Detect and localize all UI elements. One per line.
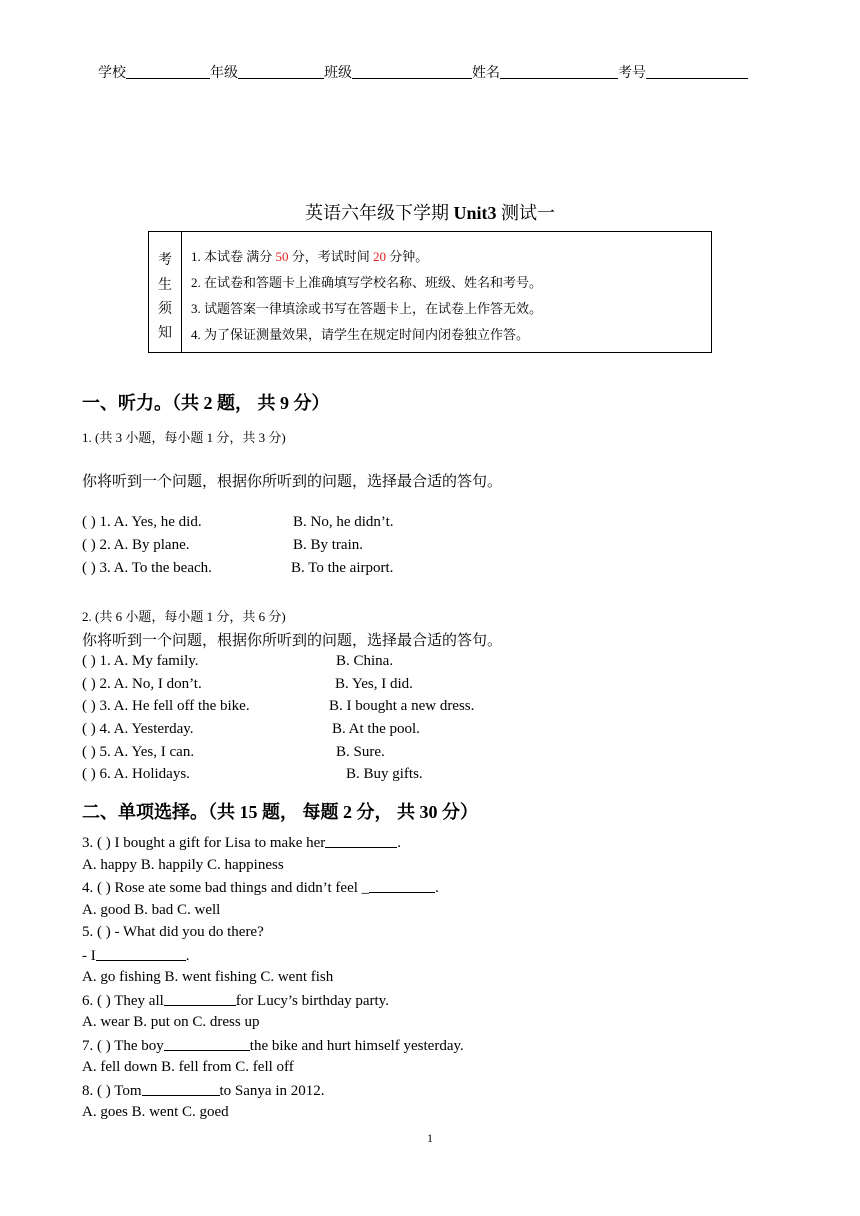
list-item: ( ) 3. A. He fell off the bike. B. I bought a new dress. <box>82 698 475 714</box>
list-item: ( ) 5. A. Yes, I can. B. Sure. <box>82 744 385 760</box>
school-label: 学校 <box>98 66 126 81</box>
page-number: 1 <box>427 1131 433 1145</box>
q2-instruction: 你将听到一个问题，根据你所听到的问题，选择最合适的答句。 <box>82 633 503 649</box>
title-suffix: 测试一 <box>501 203 555 223</box>
title-main: 六年级下学期 <box>340 203 449 223</box>
grade-label: 年级 <box>210 66 238 81</box>
exam-no-label: 考号 <box>618 66 646 81</box>
list-item: ( ) 2. A. By plane. B. By train. <box>82 537 363 553</box>
answer-blank[interactable] <box>369 879 435 893</box>
title-prefix: 英语 <box>304 203 341 223</box>
answer-blank[interactable] <box>325 834 397 848</box>
list-item: ( ) 1. A. My family. B. China. <box>82 653 394 669</box>
question-6-options: A. wear B. put on C. dress up <box>82 1014 260 1030</box>
grade-blank[interactable] <box>238 64 324 79</box>
notice-line-1: 1. 本试卷 满分 50 分，考试时间 20 分钟。 <box>191 249 429 264</box>
list-item: ( ) 1. A. Yes, he did. B. No, he didn’t. <box>82 514 394 530</box>
question-4-stem: 4. ( ) Rose ate some bad things and didn’t feel _ . <box>82 880 439 896</box>
q1-instruction: 你将听到一个问题，根据你所听到的问题，选择最合适的答句。 <box>82 474 503 490</box>
list-item: ( ) 3. A. To the beach. B. To the airport. <box>82 560 394 576</box>
student-info-line <box>98 62 748 82</box>
question-4-options: A. good B. bad C. well <box>82 902 221 918</box>
list-item: ( ) 4. A. Yesterday. B. At the pool. <box>82 721 420 737</box>
question-3-options: A. happy B. happily C. happiness <box>82 857 284 873</box>
question-5-stem: 5. ( ) - What did you do there? <box>82 924 264 940</box>
class-label: 班级 <box>324 66 352 81</box>
question-6-stem: 6. ( ) They all for Lucy’s birthday party. <box>82 993 389 1009</box>
notice-line-2: 2. 在试卷和答题卡上准确填写学校名称、班级、姓名和考号。 <box>191 275 543 290</box>
name-blank[interactable] <box>500 64 618 79</box>
question-5-answer-line: - I . <box>82 948 190 964</box>
question-3-stem: 3. ( ) I bought a gift for Lisa to make her . <box>82 835 402 851</box>
question-7-options: A. fell down B. fell from C. fell off <box>82 1059 294 1075</box>
list-item: ( ) 2. A. No, I don’t. B. Yes, I did. <box>82 676 413 692</box>
answer-blank[interactable] <box>164 1037 250 1051</box>
q1-subheading: 1. (共 3 小题，每小题 1 分，共 3 分) <box>82 430 286 445</box>
question-8-options: A. goes B. went C. goed <box>82 1104 229 1120</box>
notice-line-4: 4. 为了保证测量效果，请学生在规定时间内闭卷独立作答。 <box>191 327 530 342</box>
notice-label: 考 生 须 知 <box>149 232 182 352</box>
page-title <box>0 199 860 225</box>
name-label: 姓名 <box>472 66 500 81</box>
full-score: 50 <box>275 249 289 264</box>
section-2-heading: 二、单项选择。（共 15 题， 每题 2 分， 共 30 分） <box>82 802 478 822</box>
exam-notice-box <box>148 231 712 353</box>
question-5-options: A. go fishing B. went fishing C. went fish <box>82 969 334 985</box>
question-8-stem: 8. ( ) Tom to Sanya in 2012. <box>82 1083 325 1099</box>
exam-time: 20 <box>373 249 387 264</box>
school-blank[interactable] <box>126 64 210 79</box>
notice-line-3: 3. 试题答案一律填涂或书写在答题卡上，在试卷上作答无效。 <box>191 301 543 316</box>
answer-blank[interactable] <box>96 947 186 961</box>
answer-blank[interactable] <box>142 1082 220 1096</box>
answer-blank[interactable] <box>164 992 236 1006</box>
section-1-heading: 一、听力。（共 2 题， 共 9 分） <box>82 393 330 413</box>
class-blank[interactable] <box>352 64 472 79</box>
exam-no-blank[interactable] <box>646 64 748 79</box>
list-item: ( ) 6. A. Holidays. B. Buy gifts. <box>82 766 423 782</box>
title-unit: Unit3 <box>453 203 497 223</box>
q2-subheading: 2. (共 6 小题，每小题 1 分，共 6 分) <box>82 609 286 624</box>
question-7-stem: 7. ( ) The boy the bike and hurt himself yesterday. <box>82 1038 464 1054</box>
